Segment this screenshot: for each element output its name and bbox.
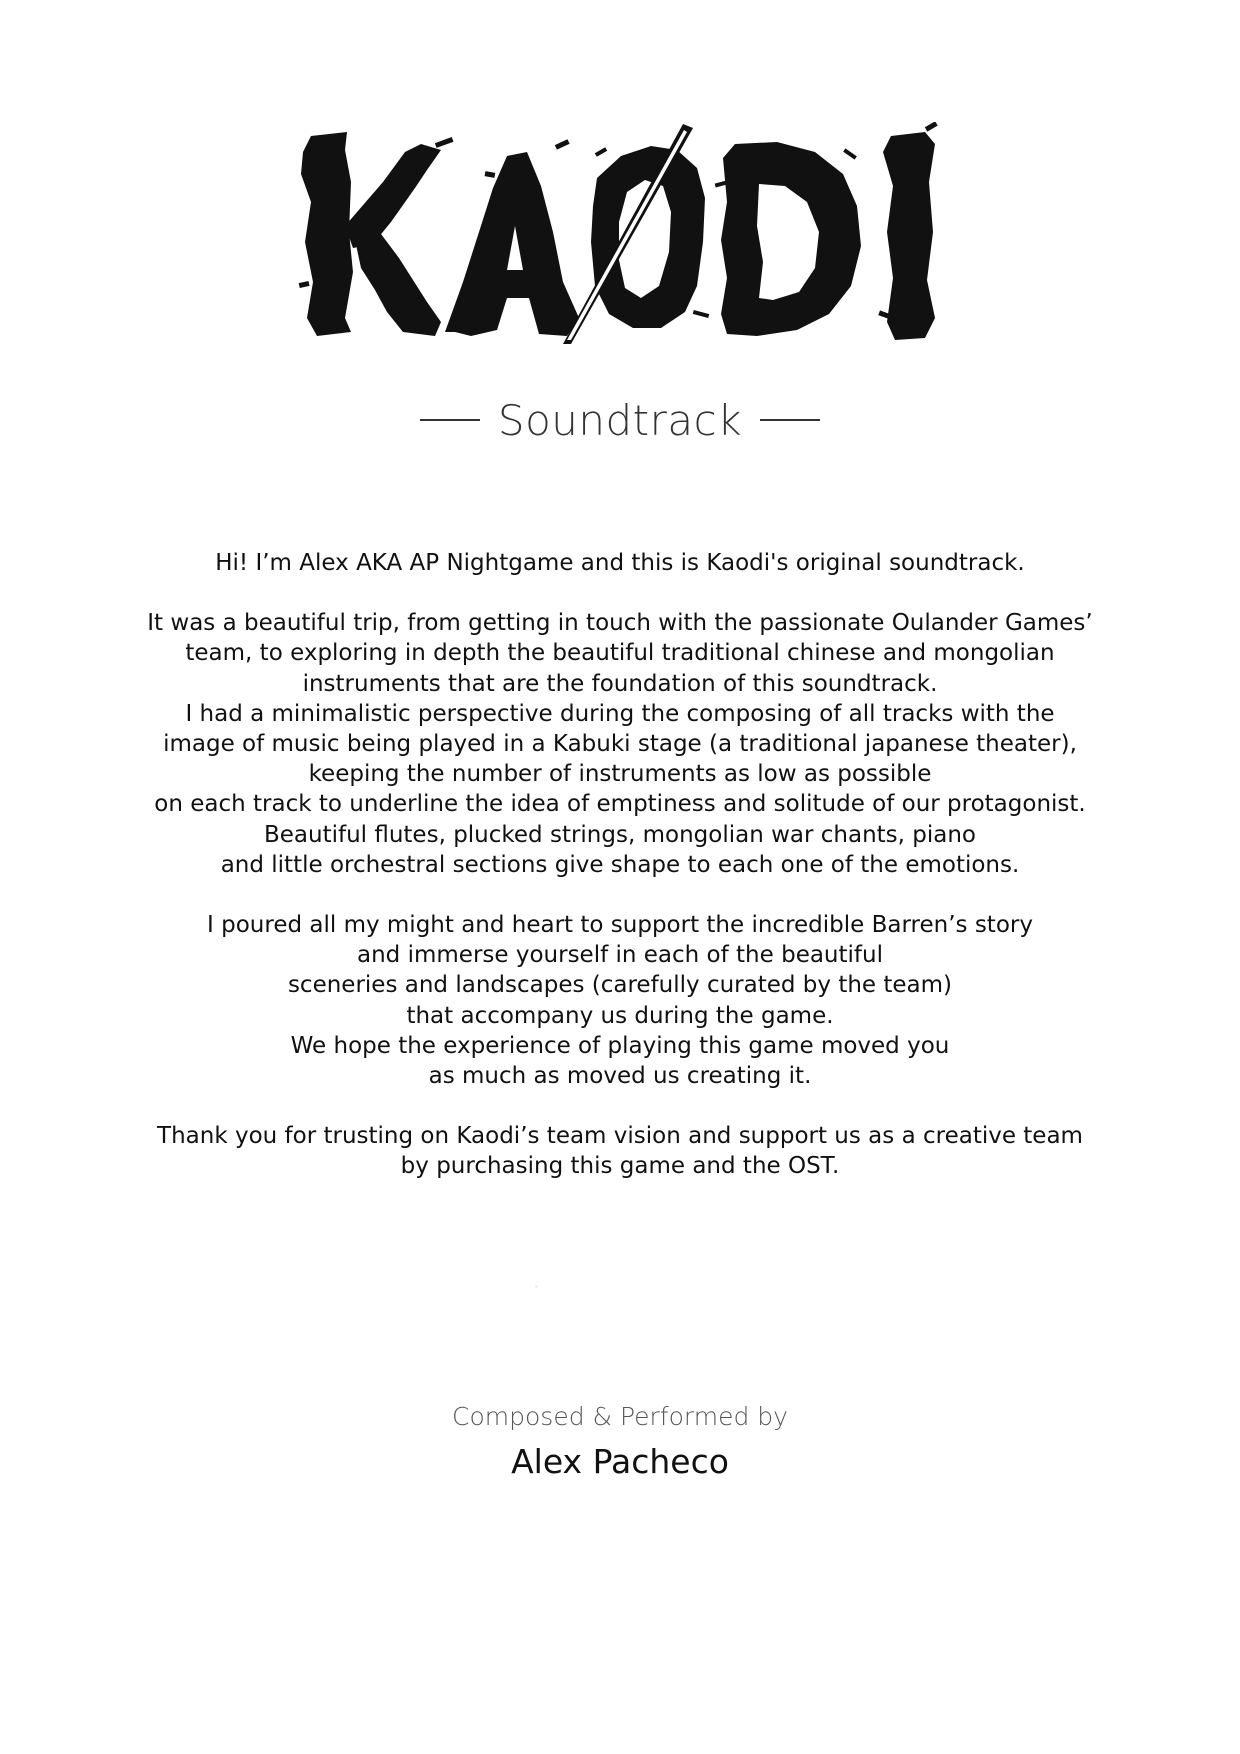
letter-line: image of music being played in a Kabuki stage (a traditional japanese theater), bbox=[163, 731, 1077, 758]
credits-label: Composed & Performed by bbox=[452, 1402, 788, 1431]
letter-line: I poured all my might and heart to support the incredible Barren’s story bbox=[207, 912, 1033, 939]
logo-letter-a bbox=[445, 139, 579, 336]
letter-line: Hi! I’m Alex AKA AP Nightgame and this is Kaodi's original soundtrack. bbox=[215, 550, 1025, 576]
speck-mark bbox=[535, 1285, 538, 1288]
letter-paragraph bbox=[0, 1121, 1240, 1181]
letter-paragraph bbox=[0, 548, 1240, 578]
kaodi-logo bbox=[295, 122, 945, 347]
letter-line: team, to exploring in depth the beautiful traditional chinese and mongolian bbox=[185, 640, 1055, 667]
letter-line: and little orchestral sections give shape to each one of the emotions. bbox=[220, 851, 1020, 878]
letter-body bbox=[0, 548, 1240, 1182]
letter-paragraph bbox=[0, 608, 1240, 880]
logo-letter-d bbox=[715, 142, 861, 336]
letter-line: We hope the experience of playing this game moved you bbox=[290, 1032, 950, 1059]
letter-line: Beautiful flutes, plucked strings, mongolian war chants, piano bbox=[263, 821, 977, 848]
subtitle-row bbox=[0, 390, 1240, 450]
letter-line: instruments that are the foundation of this soundtrack. bbox=[302, 670, 938, 697]
letter-line: sceneries and landscapes (carefully curated by the team) bbox=[287, 972, 953, 999]
letter-line: It was a beautiful trip, from getting in touch with the passionate Oulander Games’ bbox=[147, 610, 1093, 637]
letter-line: keeping the number of instruments as low as possible bbox=[308, 761, 932, 788]
letter-line: that accompany us during the game. bbox=[406, 1002, 834, 1029]
letter-line: by purchasing this game and the OST. bbox=[400, 1153, 840, 1180]
letter-line: Thank you for trusting on Kaodi’s team vision and support us as a creative team bbox=[157, 1123, 1083, 1150]
letter-line: and immerse yourself in each of the beautiful bbox=[357, 942, 883, 969]
logo-letter-i bbox=[878, 122, 937, 340]
subtitle-rule-right bbox=[760, 419, 820, 421]
letter-line: on each track to underline the idea of emptiness and solitude of our protagonist. bbox=[154, 791, 1086, 818]
subtitle-rule-left bbox=[420, 419, 480, 421]
logo-letter-k bbox=[299, 132, 454, 336]
letter-paragraph bbox=[0, 910, 1240, 1091]
composer-name: Alex Pacheco bbox=[511, 1442, 729, 1481]
logo-letter-o-slash bbox=[563, 124, 709, 344]
letter-line: as much as moved us creating it. bbox=[428, 1063, 812, 1090]
subtitle: Soundtrack bbox=[497, 395, 743, 445]
letter-line: I had a minimalistic perspective during the composing of all tracks with the bbox=[185, 700, 1055, 727]
